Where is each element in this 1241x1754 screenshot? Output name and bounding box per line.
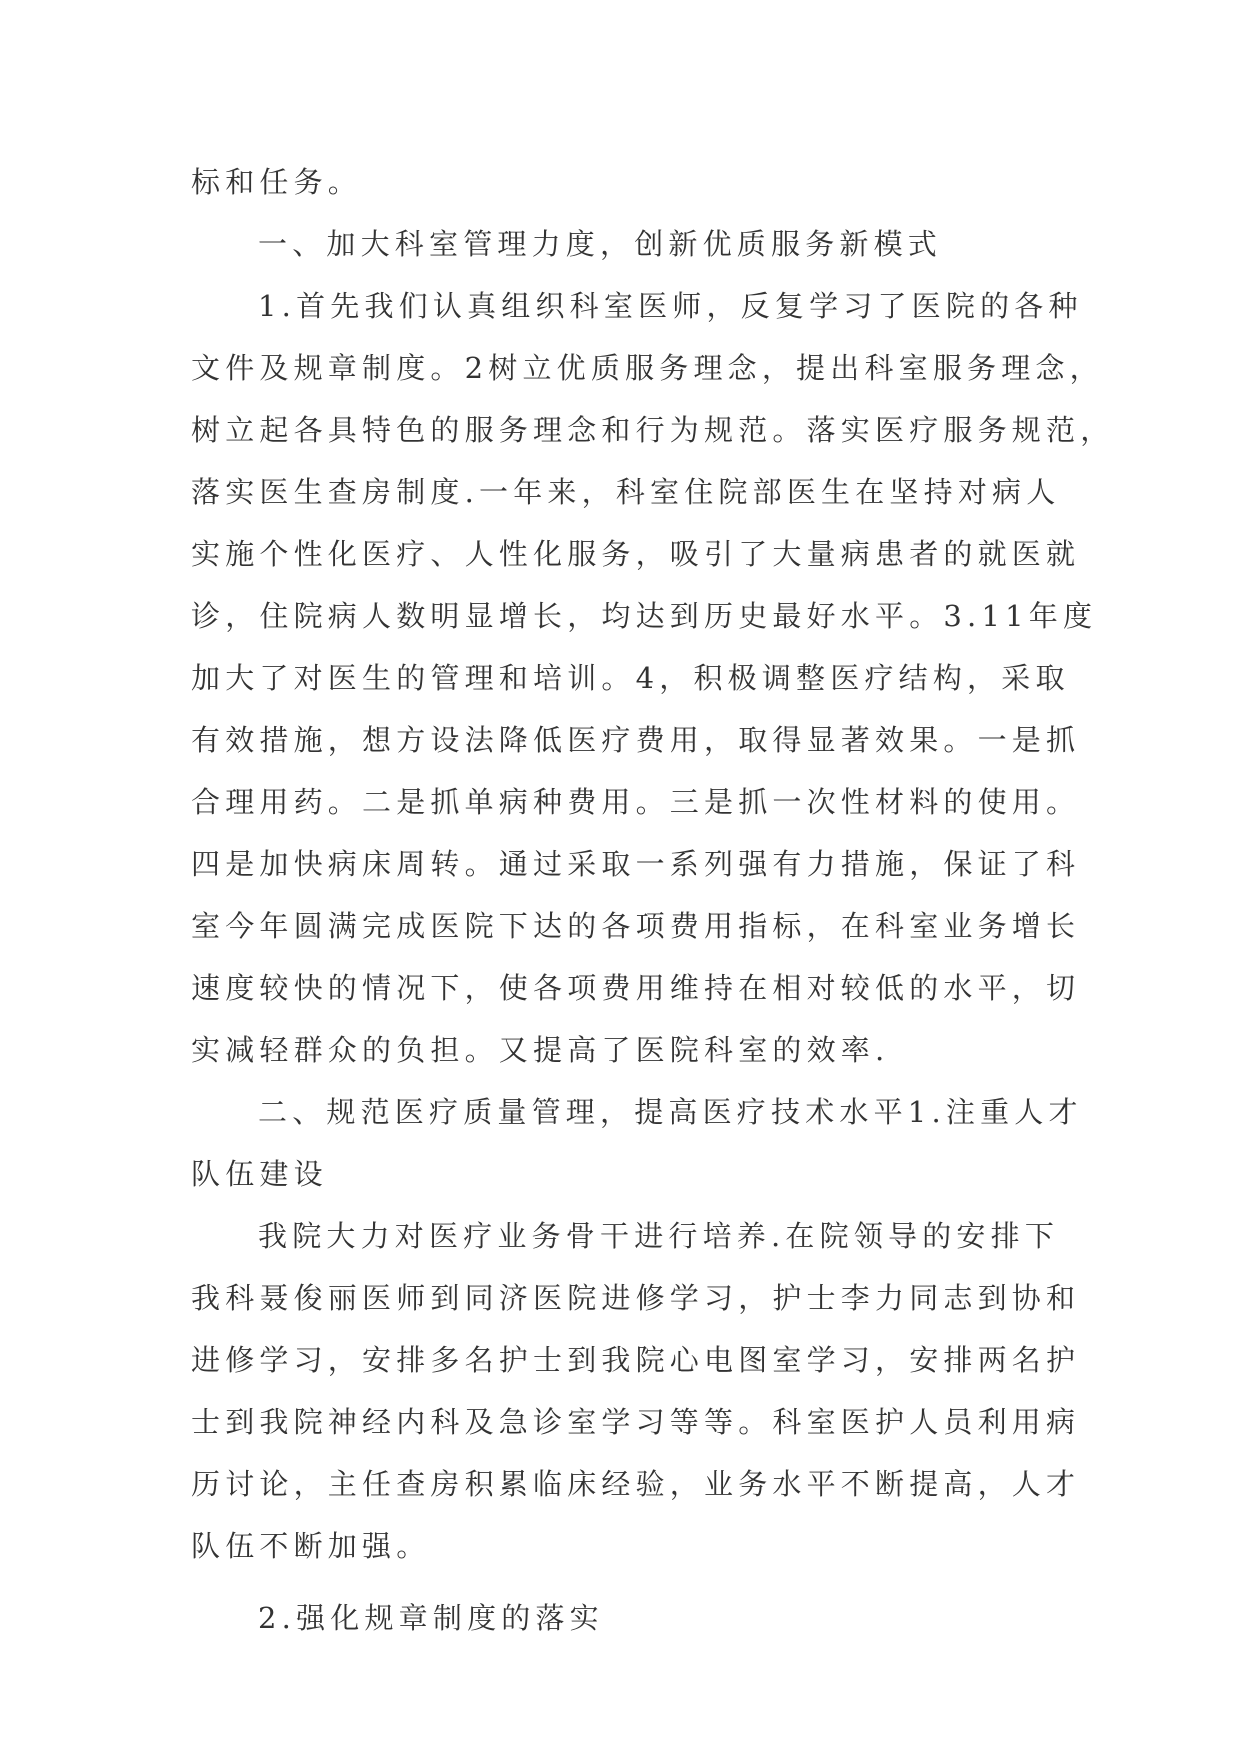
text-line-19: 我科聂俊丽医师到同济医院进修学习，护士李力同志到协和 [191, 1281, 1081, 1315]
text-line-15: 实减轻群众的负担。又提高了医院科室的效率. [191, 1033, 890, 1067]
text-line-3: 1.首先我们认真组织科室医师，反复学习了医院的各种 [258, 289, 1083, 323]
text-line-11: 合理用药。二是抓单病种费用。三是抓一次性材料的使用。 [191, 785, 1081, 819]
text-line-6: 落实医生查房制度.一年来，科室住院部医生在坚持对病人 [191, 475, 1061, 509]
subheading-2: 2.强化规章制度的落实 [258, 1601, 604, 1635]
section-heading-1: 一、加大科室管理力度，创新优质服务新模式 [258, 227, 943, 261]
text-line-9: 加大了对医生的管理和培训。4，积极调整医疗结构，采取 [191, 661, 1070, 695]
text-line-18: 我院大力对医疗业务骨干进行培养.在院领导的安排下 [258, 1219, 1060, 1253]
text-line-4: 文件及规章制度。2树立优质服务理念，提出科室服务理念， [191, 351, 1104, 385]
text-line-1: 标和任务。 [191, 165, 363, 199]
text-line-5: 树立起各具特色的服务理念和行为规范。落实医疗服务规范， [191, 413, 1115, 447]
text-line-17: 队伍建设 [191, 1157, 328, 1191]
text-line-8: 诊，住院病人数明显增长，均达到历史最好水平。3.11年度 [191, 599, 1098, 633]
text-line-23: 队伍不断加强。 [191, 1529, 431, 1563]
text-line-13: 室今年圆满完成医院下达的各项费用指标，在科室业务增长 [191, 909, 1081, 943]
text-line-22: 历讨论，主任查房积累临床经验，业务水平不断提高，人才 [191, 1467, 1081, 1501]
text-line-20: 进修学习，安排多名护士到我院心电图室学习，安排两名护 [191, 1343, 1081, 1377]
text-line-12: 四是加快病床周转。通过采取一系列强有力措施，保证了科 [191, 847, 1081, 881]
text-line-14: 速度较快的情况下，使各项费用维持在相对较低的水平，切 [191, 971, 1081, 1005]
section-heading-2: 二、规范医疗质量管理，提高医疗技术水平1.注重人才 [258, 1095, 1083, 1129]
text-line-7: 实施个性化医疗、人性化服务，吸引了大量病患者的就医就 [191, 537, 1081, 571]
text-line-21: 士到我院神经内科及急诊室学习等等。科室医护人员利用病 [191, 1405, 1081, 1439]
text-line-10: 有效措施，想方设法降低医疗费用，取得显著效果。一是抓 [191, 723, 1081, 757]
